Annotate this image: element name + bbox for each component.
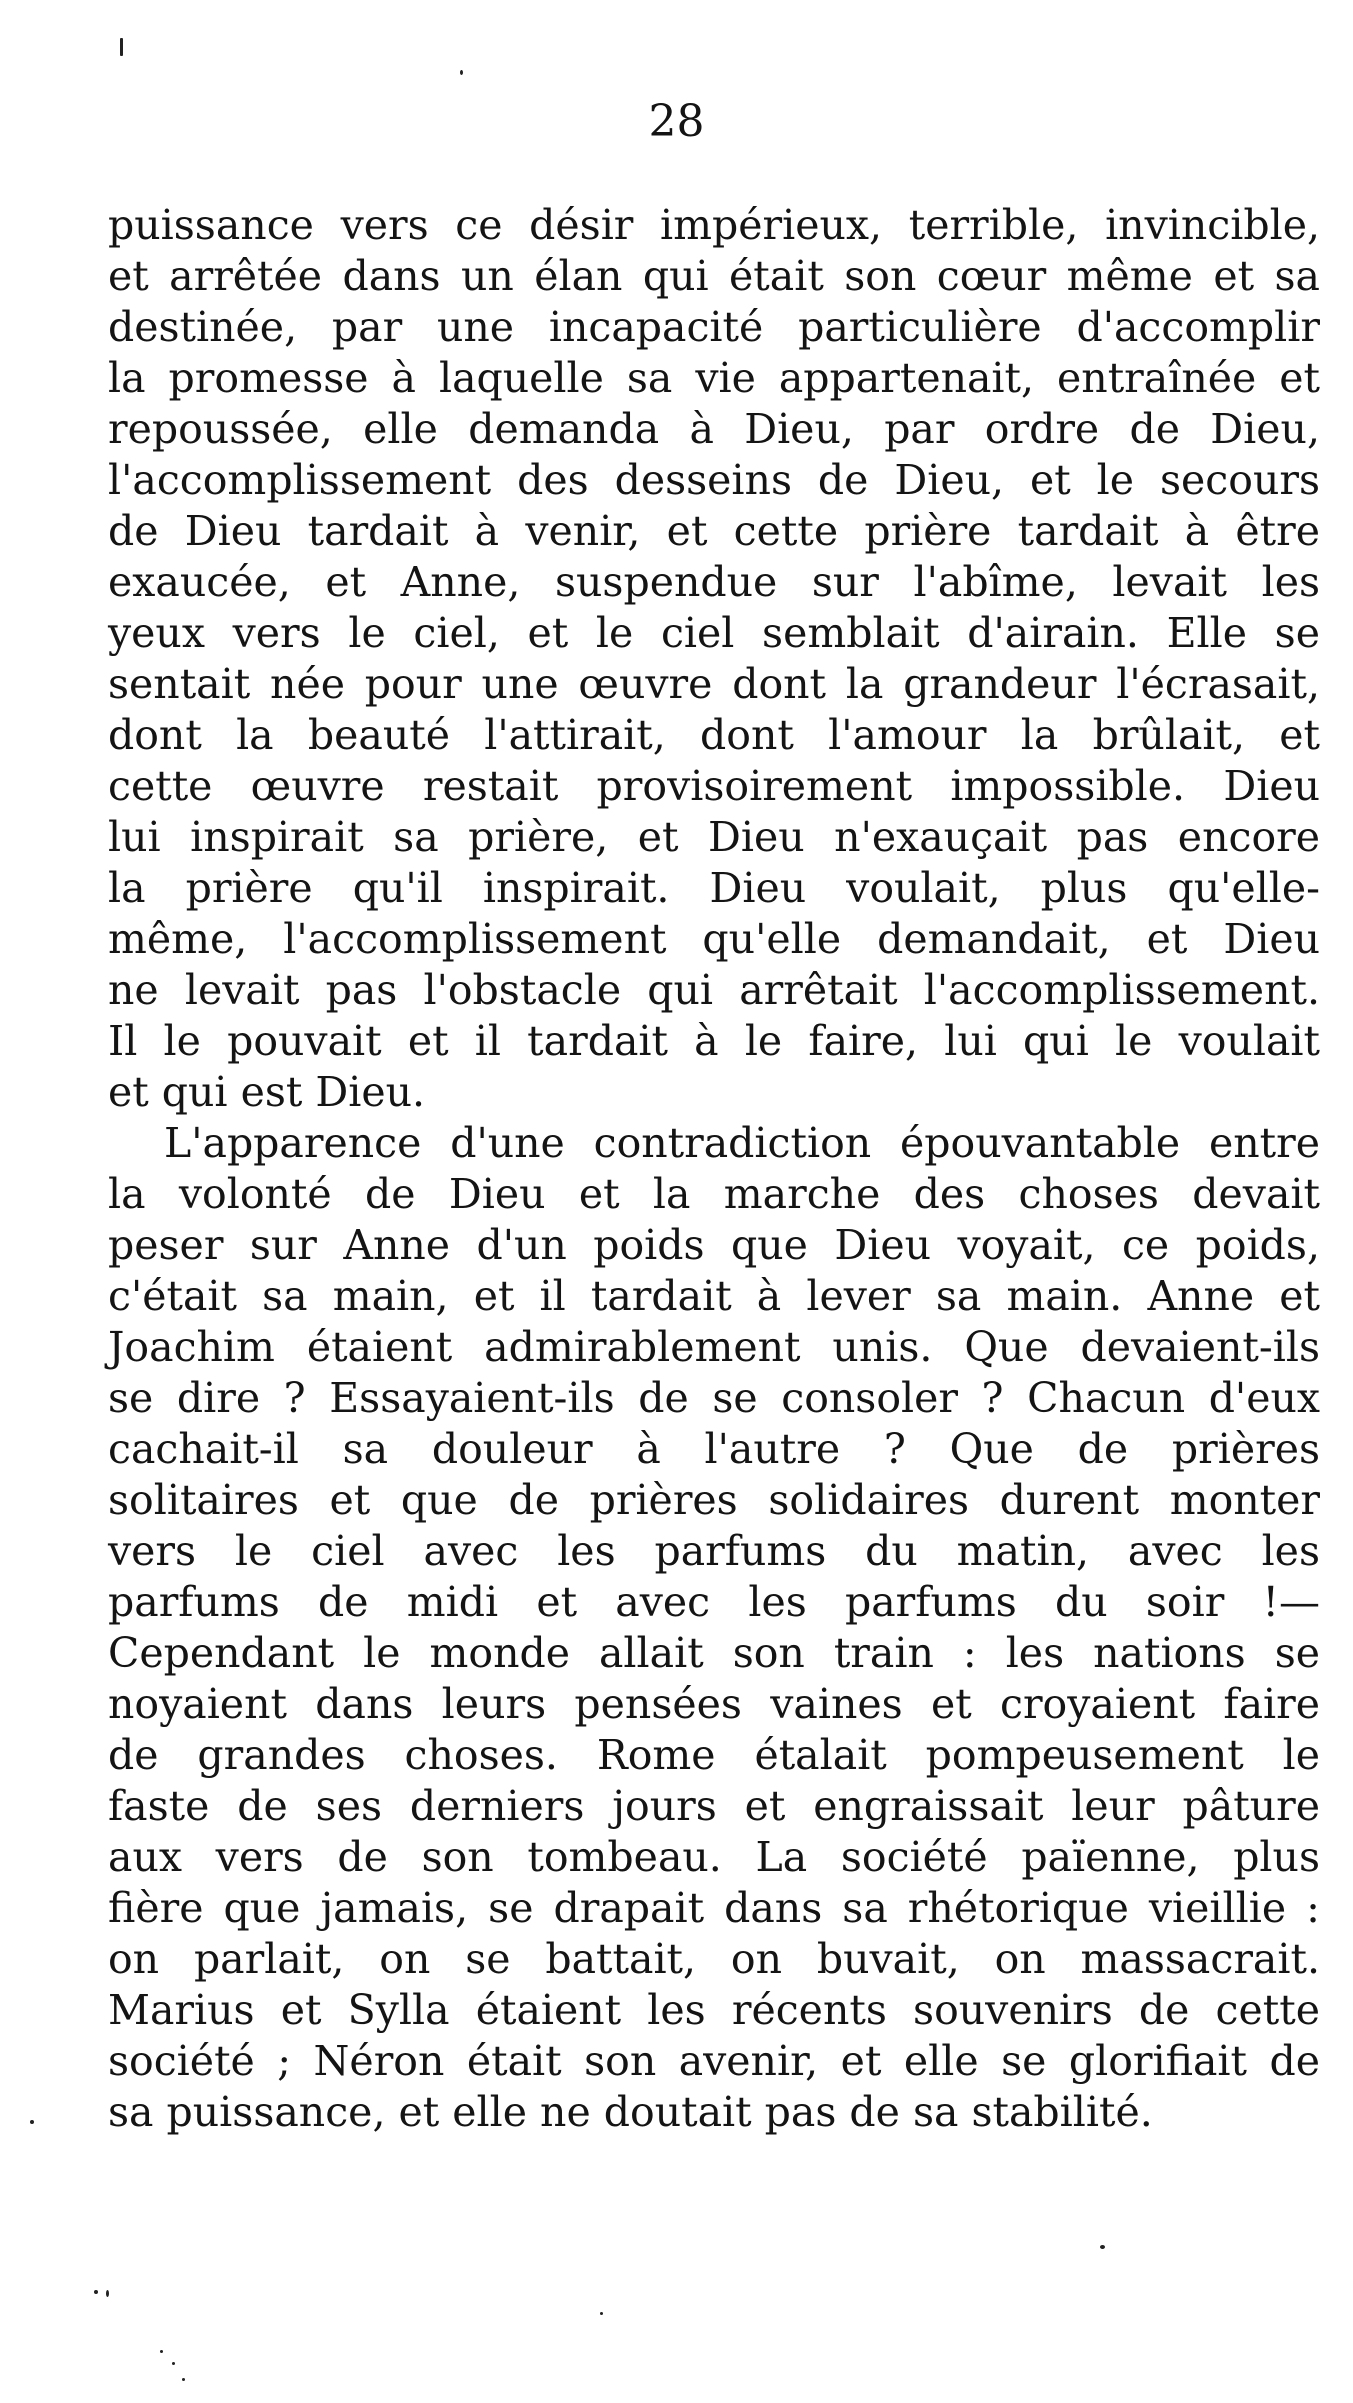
page-number: 28 <box>648 96 705 147</box>
scan-speck <box>160 2350 163 2353</box>
text-line: repoussée, elle demanda à Dieu, par ordre de Dieu, <box>108 405 1320 453</box>
text-line: destinée, par une incapacité particulière d'accomplir <box>108 303 1320 351</box>
text-line: la prière qu'il inspirait. Dieu voulait, plus qu'elle- <box>108 864 1320 912</box>
text-line: lui inspirait sa prière, et Dieu n'exauçait pas encore <box>108 813 1320 861</box>
scan-speck <box>1100 2245 1105 2249</box>
text-line: Il le pouvait et il tardait à le faire, lui qui le voulait <box>108 1017 1320 1065</box>
text-line: sentait née pour une œuvre dont la grandeur l'écrasait, <box>108 660 1320 708</box>
scan-speck <box>30 2120 34 2124</box>
text-line: et qui est Dieu. <box>108 1068 426 1116</box>
text-line: vers le ciel avec les parfums du matin, avec les <box>108 1527 1320 1575</box>
scan-speck <box>120 38 123 56</box>
text-line: fière que jamais, se drapait dans sa rhétorique vieillie : <box>108 1884 1320 1932</box>
text-line: Joachim étaient admirablement unis. Que devaient-ils <box>108 1323 1320 1371</box>
text-line: la promesse à laquelle sa vie appartenait, entraînée et <box>108 354 1320 402</box>
scan-speck <box>106 2290 109 2297</box>
body-text <box>108 200 1320 2138</box>
text-line: Marius et Sylla étaient les récents souvenirs de cette <box>108 1986 1320 2034</box>
paragraph-1 <box>108 200 1320 1118</box>
text-line: et arrêtée dans un élan qui était son cœur même et sa <box>108 252 1320 300</box>
text-line: dont la beauté l'attirait, dont l'amour la brûlait, et <box>108 711 1320 759</box>
text-line: se dire ? Essayaient-ils de se consoler ? Chacun d'eux <box>108 1374 1320 1422</box>
text-line: parfums de midi et avec les parfums du soir !— <box>108 1578 1320 1626</box>
scan-speck <box>182 2378 185 2381</box>
text-line: l'accomplissement des desseins de Dieu, et le secours <box>108 456 1320 504</box>
text-line: société ; Néron était son avenir, et elle se glorifiait de <box>108 2037 1320 2085</box>
paragraph-2 <box>108 1118 1320 2138</box>
scan-speck <box>460 70 463 75</box>
text-line: de grandes choses. Rome étalait pompeusement le <box>108 1731 1320 1779</box>
text-line: de Dieu tardait à venir, et cette prière tardait à être <box>108 507 1320 555</box>
text-line: peser sur Anne d'un poids que Dieu voyait, ce poids, <box>108 1221 1320 1269</box>
text-line: noyaient dans leurs pensées vaines et croyaient faire <box>108 1680 1320 1728</box>
text-line: la volonté de Dieu et la marche des choses devait <box>108 1170 1320 1218</box>
text-line: puissance vers ce désir impérieux, terrible, invincible, <box>108 201 1320 249</box>
scan-speck <box>172 2362 175 2365</box>
text-line: cachait-il sa douleur à l'autre ? Que de prières <box>108 1425 1320 1473</box>
text-line: même, l'accomplissement qu'elle demandait, et Dieu <box>108 915 1320 963</box>
text-line: yeux vers le ciel, et le ciel semblait d'airain. Elle se <box>108 609 1320 657</box>
text-line: sa puissance, et elle ne doutait pas de sa stabilité. <box>108 2088 1153 2136</box>
text-line: aux vers de son tombeau. La société païenne, plus <box>108 1833 1320 1881</box>
text-line: exaucée, et Anne, suspendue sur l'abîme, levait les <box>108 558 1320 606</box>
text-line: c'était sa main, et il tardait à lever sa main. Anne et <box>108 1272 1320 1320</box>
scan-speck <box>600 2312 603 2315</box>
scan-speck <box>94 2290 98 2294</box>
text-line: cette œuvre restait provisoirement impossible. Dieu <box>108 762 1320 810</box>
text-line: faste de ses derniers jours et engraissait leur pâture <box>108 1782 1320 1830</box>
text-line: L'apparence d'une contradiction épouvantable entre <box>164 1119 1320 1167</box>
text-line: on parlait, on se battait, on buvait, on massacrait. <box>108 1935 1320 1983</box>
text-line: ne levait pas l'obstacle qui arrêtait l'accomplissement. <box>108 966 1320 1014</box>
text-line: Cependant le monde allait son train : les nations se <box>108 1629 1320 1677</box>
text-line: solitaires et que de prières solidaires durent monter <box>108 1476 1320 1524</box>
